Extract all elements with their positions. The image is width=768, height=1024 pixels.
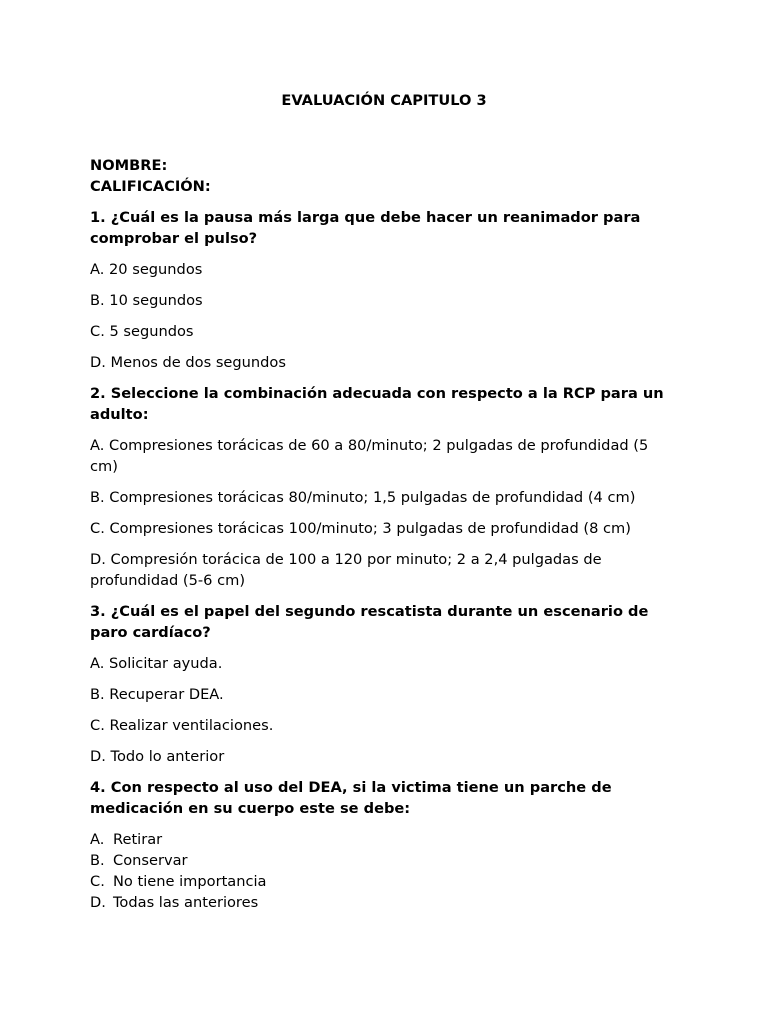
option-text: Todas las anteriores: [113, 894, 259, 911]
question-3-option-b: B. Recuperar DEA.: [90, 686, 224, 703]
question-4-option-c: [90, 871, 680, 892]
question-4-option-d: [90, 892, 680, 913]
option-text: Retirar: [113, 831, 163, 848]
option-letter: D.: [90, 894, 106, 911]
question-3-option-a: A. Solicitar ayuda.: [90, 655, 223, 672]
document-title: EVALUACIÓN CAPITULO 3: [281, 92, 487, 109]
question-1-option-c: C. 5 segundos: [90, 323, 194, 340]
option-letter: A.: [90, 831, 105, 848]
question-3: 3. ¿Cuál es el papel del segundo rescatista durante un escenario de paro cardíaco?: [90, 603, 649, 641]
question-4-option-b: [90, 850, 680, 871]
question-4: 4. Con respecto al uso del DEA, si la victima tiene un parche de medicación en su cuerpo este se debe:: [90, 779, 612, 817]
question-2-option-c: C. Compresiones torácicas 100/minuto; 3 pulgadas de profundidad (8 cm): [90, 520, 631, 537]
option-text: No tiene importancia: [113, 873, 267, 890]
option-letter: C.: [90, 873, 105, 890]
question-3-option-d: D. Todo lo anterior: [90, 748, 225, 765]
question-2-option-a: A. Compresiones torácicas de 60 a 80/minuto; 2 pulgadas de profundidad (5 cm): [90, 437, 649, 475]
question-4-option-a: [90, 829, 680, 850]
question-1-option-d: D. Menos de dos segundos: [90, 354, 286, 371]
question-1-option-a: A. 20 segundos: [90, 261, 203, 278]
question-4-options: [90, 829, 680, 913]
grade-label: CALIFICACIÓN:: [90, 178, 211, 195]
option-text: Conservar: [113, 852, 188, 869]
document-body: [90, 155, 680, 913]
question-2-option-d: D. Compresión torácica de 100 a 120 por minuto; 2 a 2,4 pulgadas de profundidad (5-6 cm): [90, 551, 602, 589]
question-2: 2. Seleccione la combinación adecuada con respecto a la RCP para un adulto:: [90, 385, 664, 423]
question-2-option-b: B. Compresiones torácicas 80/minuto; 1,5 pulgadas de profundidad (4 cm): [90, 489, 636, 506]
question-1: 1. ¿Cuál es la pausa más larga que debe hacer un reanimador para comprobar el pulso?: [90, 209, 641, 247]
question-3-option-c: C. Realizar ventilaciones.: [90, 717, 274, 734]
name-label: NOMBRE:: [90, 157, 168, 174]
option-letter: B.: [90, 852, 105, 869]
question-1-option-b: B. 10 segundos: [90, 292, 203, 309]
